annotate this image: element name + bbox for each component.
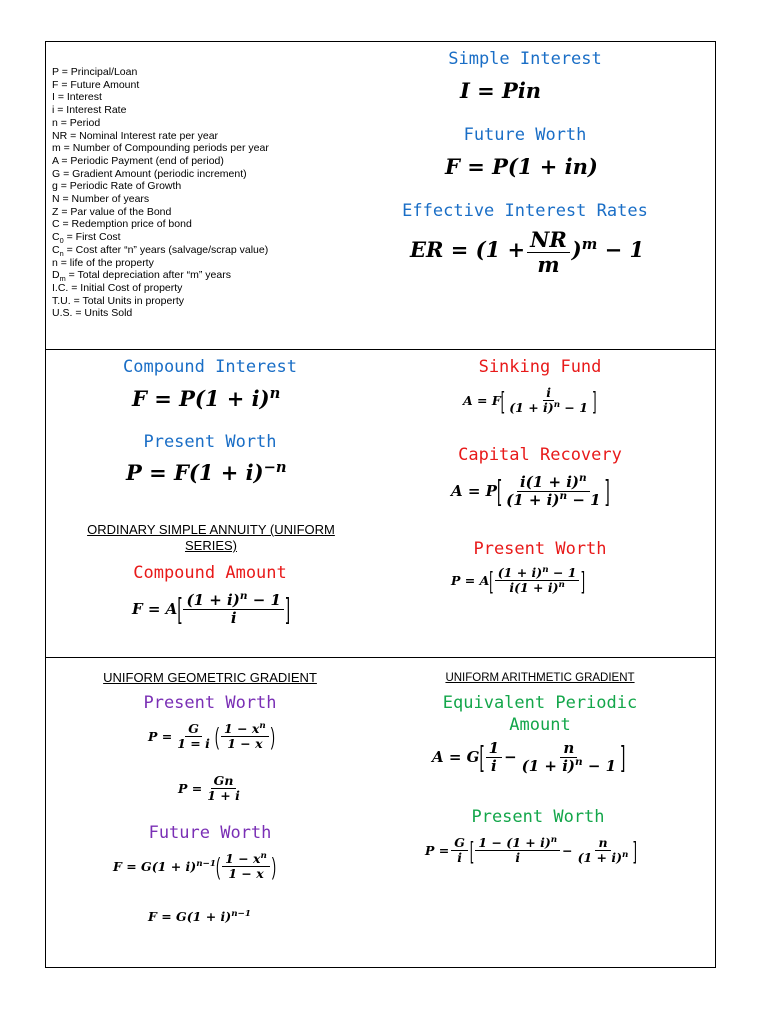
legend-item-lead: C <box>52 231 60 244</box>
legend-item-lead: m = Number of Compounding periods per year <box>52 142 269 155</box>
divider-2 <box>45 657 716 658</box>
sinking-fund-formula: A = F[ $\frac{i}{(1 + i)^n - 1}$ ] <box>463 385 597 416</box>
geo-present-worth-formula: P = $\frac{G}{1 = i}$ ( $\frac{1 - x^n}{1 - x}$ ) <box>148 720 275 752</box>
legend-item <box>52 257 269 270</box>
legend-item-rest: = First Cost <box>63 231 121 244</box>
capital-recovery-formula: A = P[ $\frac{i(1 + i)^n}{(1 + i)^n - 1}$ ] <box>451 472 610 510</box>
legend-item-lead: g = Periodic Rate of Growth <box>52 180 182 193</box>
legend-item-lead: N = Number of years <box>52 193 150 206</box>
legend-item-rest: = Cost after “n” years (salvage/scrap value) <box>63 243 269 256</box>
legend-item-lead: n = Period <box>52 116 101 129</box>
capital-recovery-heading: Capital Recovery <box>458 445 622 465</box>
equivalent-periodic-heading: Equivalent Periodic Amount <box>442 693 638 735</box>
legend-item-subscript: n <box>59 248 64 258</box>
legend-item-lead: I.C. = Initial Cost of property <box>52 281 183 294</box>
effective-rates-formula: ER = (1 + $\frac{NR}{m}$ )$^m$ − 1 <box>410 227 645 278</box>
geo-present-worth-heading: Present Worth <box>143 693 277 713</box>
geo-present-worth-alt-formula: P = $\frac{Gn}{1 + i}$ <box>178 773 240 804</box>
legend-item-lead: I = Interest <box>52 91 102 104</box>
legend-item-lead: n = life of the property <box>52 256 154 269</box>
legend-item <box>52 282 269 295</box>
geo-future-worth-formula: $F = G(1 + i)^{n-1}$( $\frac{1 - x^n}{1 - x}$ ) <box>113 850 277 882</box>
effective-rates-heading: Effective Interest Rates <box>402 201 648 221</box>
legend-item-rest: = Total depreciation after “m” years <box>65 269 231 282</box>
legend-item-lead: G = Gradient Amount (periodic increment) <box>52 167 247 180</box>
legend-item <box>52 193 269 206</box>
equivalent-periodic-formula: A = G[ $\frac{1}{i}$ − $\frac{n}{(1 + i)^n - 1}$ ] <box>432 739 626 776</box>
variable-legend <box>52 66 269 320</box>
legend-item <box>52 155 269 168</box>
legend-item <box>52 130 269 143</box>
legend-item-lead: T.U. = Total Units in property <box>52 294 184 307</box>
present-worth-right-heading: Present Worth <box>473 539 607 559</box>
legend-item <box>52 180 269 193</box>
legend-item <box>52 91 269 104</box>
legend-item <box>52 142 269 155</box>
legend-item <box>52 79 269 92</box>
legend-item-lead: i = Interest Rate <box>52 104 127 117</box>
legend-item <box>52 231 269 244</box>
legend-item <box>52 206 269 219</box>
arithmetic-gradient-label: UNIFORM ARITHMETIC GRADIENT <box>445 672 635 684</box>
legend-item-lead: C <box>52 243 60 256</box>
legend-item-lead: D <box>52 269 60 282</box>
compound-amount-heading: Compound Amount <box>133 563 287 583</box>
geo-future-worth-heading: Future Worth <box>148 823 272 843</box>
legend-item <box>52 295 269 308</box>
legend-item-lead: P = Principal/Loan <box>52 66 138 78</box>
arith-present-worth-heading: Present Worth <box>471 807 605 827</box>
present-worth-right-formula: P = A[ $\frac{(1 + i)^n - 1}{i(1 + i)^n}$ ] <box>451 564 585 596</box>
legend-item-lead: C = Redemption price of bond <box>52 218 192 231</box>
legend-item <box>52 66 269 79</box>
geometric-gradient-label: UNIFORM GEOMETRIC GRADIENT <box>103 670 317 685</box>
legend-item <box>52 244 269 257</box>
geo-future-worth-alt-formula: $F = G(1 + i)^{n-1}$ <box>148 908 251 924</box>
legend-item <box>52 307 269 320</box>
legend-item-subscript: m <box>59 274 66 284</box>
legend-item-lead: A = Periodic Payment (end of period) <box>52 154 224 167</box>
legend-item-subscript: 0 <box>59 236 64 246</box>
present-worth-formula: $P = F(1 + i)^{-n}$ <box>126 459 287 485</box>
legend-item-lead: NR = Nominal Interest rate per year <box>52 129 219 142</box>
annuity-label: ORDINARY SIMPLE ANNUITY (UNIFORM SERIES) <box>87 522 335 553</box>
compound-interest-formula: $F = P(1 + i)^n$ <box>132 385 281 411</box>
legend-item <box>52 269 269 282</box>
sinking-fund-heading: Sinking Fund <box>478 357 602 377</box>
legend-item-lead: F = Future Amount <box>52 78 140 91</box>
future-worth-formula: F = P(1 + in) <box>445 154 598 179</box>
legend-item-lead: Z = Par value of the Bond <box>52 205 172 218</box>
compound-amount-formula: F = A[ $\frac{(1 + i)^n - 1}{i}$ ] <box>132 590 291 628</box>
present-worth-heading: Present Worth <box>143 432 277 452</box>
legend-item <box>52 168 269 181</box>
future-worth-heading: Future Worth <box>463 125 587 145</box>
simple-interest-formula: I = Pin <box>460 78 542 103</box>
legend-item-lead: U.S. = Units Sold <box>52 307 133 320</box>
simple-interest-heading: Simple Interest <box>448 49 602 69</box>
legend-item <box>52 104 269 117</box>
legend-item <box>52 117 269 130</box>
compound-interest-heading: Compound Interest <box>123 357 297 377</box>
legend-item <box>52 218 269 231</box>
arith-present-worth-formula: P = $\frac{G}{i}$ [ $\frac{1 - (1 + i)^n}{i}$ − $\frac{n}{(1 + i)^n}$ ] <box>425 834 637 866</box>
divider-1 <box>45 349 716 350</box>
